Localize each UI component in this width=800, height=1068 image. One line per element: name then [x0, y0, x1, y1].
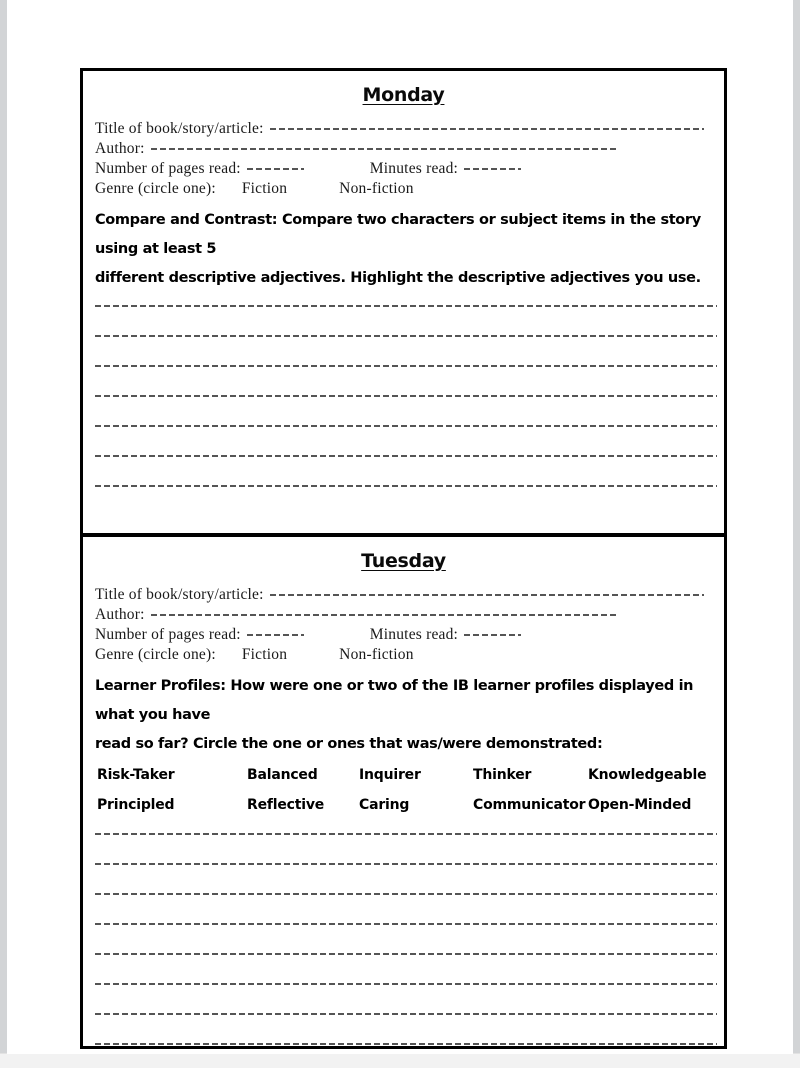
- learner-profile-balanced[interactable]: Balanced: [247, 767, 318, 783]
- writing-line[interactable]: [95, 305, 717, 307]
- label-number-of-pages-read: Number of pages read:: [95, 626, 241, 643]
- writing-line[interactable]: [95, 1013, 717, 1015]
- learner-profile-risk-taker[interactable]: Risk-Taker: [97, 767, 175, 783]
- writing-line[interactable]: [95, 893, 717, 895]
- field-row-genre-tuesday: [95, 646, 712, 664]
- label-genre-circle-one: Genre (circle one):: [95, 646, 216, 663]
- day-title-tuesday: Tuesday: [361, 550, 446, 572]
- learner-profiles-row-1: [97, 761, 710, 789]
- field-row-title-monday: [95, 120, 712, 138]
- label-genre-circle-one: Genre (circle one):: [95, 180, 216, 197]
- input-title-of-book[interactable]: [270, 594, 704, 596]
- label-title-of-book: Title of book/story/article:: [95, 586, 264, 603]
- writing-line[interactable]: [95, 485, 717, 487]
- learner-profile-inquirer[interactable]: Inquirer: [359, 767, 421, 783]
- genre-option-fiction[interactable]: Fiction: [241, 646, 288, 663]
- input-number-of-pages-read[interactable]: [247, 168, 304, 170]
- input-title-of-book[interactable]: [270, 128, 704, 130]
- input-author[interactable]: [151, 614, 618, 616]
- learner-profiles-row-2: [97, 791, 710, 819]
- writing-lines-monday: [95, 305, 712, 487]
- learner-profile-principled[interactable]: Principled: [97, 797, 175, 813]
- label-minutes-read: Minutes read:: [369, 160, 459, 177]
- document-page: [7, 0, 793, 1054]
- learner-profile-open-minded[interactable]: Open-Minded: [588, 797, 692, 813]
- writing-line[interactable]: [95, 863, 717, 865]
- input-minutes-read[interactable]: [464, 634, 521, 636]
- learner-profile-caring[interactable]: Caring: [359, 797, 410, 813]
- prompt-line-1: Compare and Contrast: Compare two characters or subject items in the story using at least 5: [95, 212, 701, 257]
- label-title-of-book: Title of book/story/article:: [95, 120, 264, 137]
- section-monday: [83, 84, 724, 533]
- worksheet-frame: [80, 68, 727, 1049]
- writing-line[interactable]: [95, 923, 717, 925]
- writing-line[interactable]: [95, 983, 717, 985]
- prompt-compare-and-contrast: [95, 206, 712, 293]
- section-tuesday: [83, 533, 724, 1060]
- viewer-left-edge: [0, 0, 7, 1068]
- label-author: Author:: [95, 606, 145, 623]
- input-author[interactable]: [151, 148, 618, 150]
- prompt-learner-profiles: [95, 672, 712, 759]
- label-number-of-pages-read: Number of pages read:: [95, 160, 241, 177]
- learner-profile-knowledgeable[interactable]: Knowledgeable: [588, 767, 707, 783]
- genre-option-non-fiction[interactable]: Non-fiction: [339, 180, 414, 197]
- writing-line[interactable]: [95, 395, 717, 397]
- learner-profiles-grid: [95, 759, 712, 821]
- writing-line[interactable]: [95, 365, 717, 367]
- day-title-monday: Monday: [362, 84, 445, 106]
- writing-line[interactable]: [95, 953, 717, 955]
- spacer: [95, 572, 712, 584]
- label-minutes-read: Minutes read:: [369, 626, 459, 643]
- field-row-title-tuesday: [95, 586, 712, 604]
- field-row-pages-minutes-tuesday: [95, 626, 712, 644]
- input-number-of-pages-read[interactable]: [247, 634, 304, 636]
- writing-line[interactable]: [95, 425, 717, 427]
- learner-profile-reflective[interactable]: Reflective: [247, 797, 325, 813]
- writing-line[interactable]: [95, 335, 717, 337]
- prompt-line-2: different descriptive adjectives. Highlight the descriptive adjectives you use.: [95, 270, 701, 286]
- input-minutes-read[interactable]: [464, 168, 521, 170]
- prompt-line-2: read so far? Circle the one or ones that was/were demonstrated:: [95, 736, 603, 752]
- spacer: [95, 106, 712, 118]
- prompt-line-1: Learner Profiles: How were one or two of the IB learner profiles displayed in what you have: [95, 678, 694, 723]
- writing-line[interactable]: [95, 1043, 717, 1045]
- writing-line[interactable]: [95, 455, 717, 457]
- viewer-right-edge: [793, 0, 800, 1068]
- genre-option-non-fiction[interactable]: Non-fiction: [339, 646, 414, 663]
- field-row-author-monday: [95, 140, 712, 158]
- field-row-author-tuesday: [95, 606, 712, 624]
- learner-profile-communicator[interactable]: Communicator: [473, 797, 586, 813]
- label-author: Author:: [95, 140, 145, 157]
- writing-line[interactable]: [95, 833, 717, 835]
- field-row-genre-monday: [95, 180, 712, 198]
- learner-profile-thinker[interactable]: Thinker: [473, 767, 532, 783]
- field-row-pages-minutes-monday: [95, 160, 712, 178]
- writing-lines-tuesday: [95, 833, 712, 1045]
- genre-option-fiction[interactable]: Fiction: [241, 180, 288, 197]
